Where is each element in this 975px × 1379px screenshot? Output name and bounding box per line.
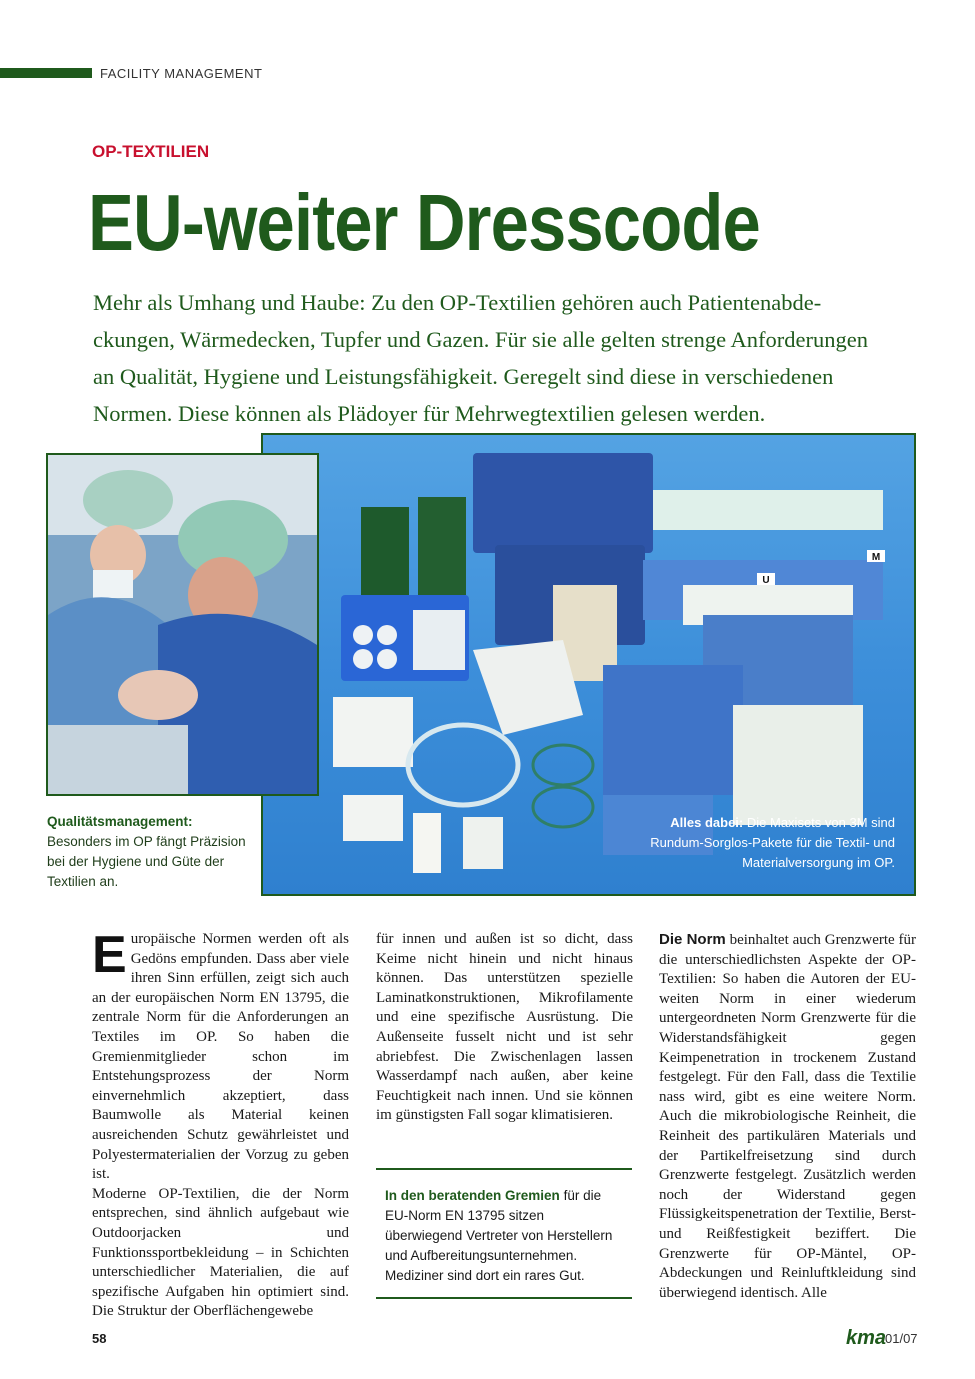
body-paragraph: uropäische Normen werden oft als Gedöns empfunden. Dass aber viele ihren Sinn erfüllen, zeigt sich auch an der europäischen Norm EN 13795, die zentrale Norm für die Anforderungen an Textiles im OP. So haben die Gremienmitglieder schon im Entstehungsprozess der Norm einvernehmlich akzeptiert, dass Baumwolle als Material keinen ausreichenden Schutz gewährleistet und Polyestermaterialien der Vorzug zu geben ist.: [92, 931, 349, 1183]
body-column-3: [659, 930, 916, 1303]
surgeons-photo: [46, 453, 319, 796]
infobox: [385, 1186, 623, 1286]
caption-left-text: Besonders im OP fängt Präzision bei der Hygiene und Güte der Textilien an.: [47, 834, 246, 889]
photo-tag-label: M: [871, 552, 881, 563]
lead-line: ckungen, Wärmedecken, Tupfer und Gazen. Für sie alle gelten strenge Anforderungen: [93, 327, 868, 352]
paragraph-lead-in: Die Norm: [659, 931, 726, 948]
body-paragraph: beinhaltet auch Grenzwerte für die unterschiedlichsten Aspekte der OP-Textilien: So haben die Autoren der EU-weiten Norm in einer wiederum untergeordneten Norm Grenzwerte für die Widerstandsfähigkeit gegen Keimpenetration in trockenem Zustand festgelegt. Für den Fall, dass die Textilie nass wird, gibt es eine weitere Norm. Auch die mikrobiologische Reinheit, die Reinheit des partikulären Materials und der Partikelfreisetzung sind durch Grenzwerte festgelegt. Zusätzlich werden noch der Widerstand gegen Flüssigkeitspenetration der Textilie, Berst- und Reißfestigkeit beziffert. Die Grenzwerte für OP-Mäntel, OP-Abdeckungen und Reinluftkleidung sind überwiegend identisch. Alle: [659, 932, 917, 1301]
caption-right-title: Alles dabei:: [670, 815, 744, 830]
lead-line: Mehr als Umhang und Haube: Zu den OP-Textilien gehören auch Patientenabde-: [93, 290, 822, 315]
infobox-bottom-rule: [376, 1297, 632, 1299]
infobox-title: In den beratenden Gremien: [385, 1188, 560, 1203]
caption-right-text: Die Maxisets von 3M sind Rundum-Sorglos-Pakete für die Textil- und Materialversorgung im OP.: [650, 815, 895, 870]
section-label: FACILITY MANAGEMENT: [100, 66, 263, 81]
infobox-text: für die EU-Norm EN 13795 sitzen überwiegend Vertreter von Herstellern und Aufbereitungsunternehmen. Mediziner sind dort ein rares Gut.: [385, 1188, 613, 1283]
headline: EU-weiter Dresscode: [88, 178, 760, 267]
section-color-bar: [0, 68, 92, 78]
lead-line: Normen. Diese können als Plädoyer für Mehrwegtextilien gelesen werden.: [93, 401, 766, 426]
drop-cap: E: [92, 926, 127, 984]
photo-tag-label: U: [762, 575, 770, 586]
infobox-top-rule: [376, 1168, 632, 1170]
body-paragraph: für innen und außen ist so dicht, dass Keime nicht hinein und nicht hinaus können. Das unterstützen spezielle Laminatkonstruktionen, Mikrofilamente und eine spezifische Ausrüstung. Die Außenseite fusselt nicht und ist sehr abriebfest. Die Zwischenlagen lassen Wasserdampf nach außen, aber keine Feuchtigkeit nach innen. Und sie können im günstigsten Fall sogar klimatisieren.: [376, 931, 633, 1124]
body-column-1: [92, 926, 349, 1322]
lead-paragraph: [93, 284, 923, 432]
body-paragraph: Moderne OP-Textilien, die der Norm entsprechen, sind ähnlich aufgebaut wie Outdoorjacken und Funktionssportbekleidung – in Schichten unterschiedlicher Materialien, die auf spezifische Aufgaben hin optimiert sind. Die Struktur der Oberflächengewebe: [92, 1185, 349, 1320]
issue-number: 01/07: [885, 1331, 918, 1346]
kicker: OP-TEXTILIEN: [92, 142, 210, 161]
page-number: 58: [92, 1331, 107, 1346]
caption-left: [47, 812, 257, 892]
caption-right: [640, 813, 895, 873]
magazine-logo: kma: [846, 1327, 887, 1349]
body-column-2: [376, 930, 633, 1126]
surgeons-photo-illustration: [48, 455, 317, 794]
lead-line: an Qualität, Hygiene und Leistungsfähigkeit. Geregelt sind diese in verschiedenen: [93, 364, 834, 389]
caption-left-title: Qualitätsmanagement:: [47, 814, 193, 829]
